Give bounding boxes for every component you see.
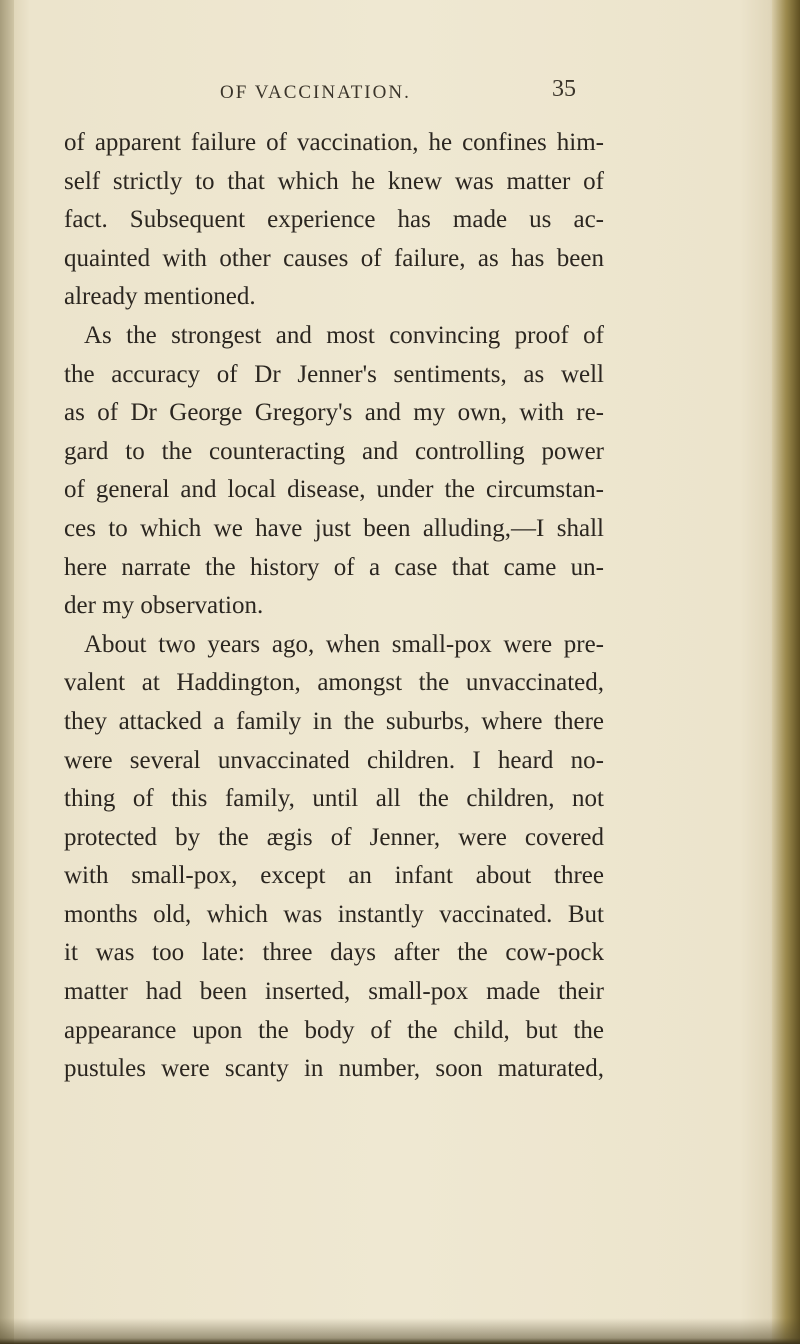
page-bottom-shadow xyxy=(0,1318,800,1344)
page-number: 35 xyxy=(552,76,576,102)
text-line: they attacked a family in the suburbs, where there xyxy=(64,707,604,735)
text-line: already mentioned. xyxy=(64,283,256,311)
text-line: pustules were scanty in number, soon maturated, xyxy=(64,1055,604,1083)
text-line: protected by the ægis of Jenner, were covered xyxy=(64,823,604,851)
text-line: the accuracy of Dr Jenner's sentiments, as well xyxy=(64,360,604,388)
text-line: were several unvaccinated children. I heard no- xyxy=(64,746,604,774)
text-line: appearance upon the body of the child, but the xyxy=(64,1016,604,1044)
text-line: here narrate the history of a case that came un- xyxy=(64,553,604,581)
text-line: About two years ago, when small-pox were pre- xyxy=(84,630,604,658)
body-text xyxy=(64,124,604,1089)
text-line: fact. Subsequent experience has made us ac- xyxy=(64,206,604,234)
running-title: OF VACCINATION. xyxy=(220,82,411,103)
page-edge-shadow xyxy=(772,0,800,1344)
text-line: ces to which we have just been alluding,—I shall xyxy=(64,514,604,542)
text-line: of apparent failure of vaccination, he confines him- xyxy=(64,129,604,156)
text-line: gard to the counteracting and controlling power xyxy=(64,437,604,465)
text-line: matter had been inserted, small-pox made their xyxy=(64,978,604,1006)
text-line: of general and local disease, under the circumstan- xyxy=(64,476,604,504)
text-line: der my observation. xyxy=(64,592,264,620)
running-head xyxy=(0,76,800,116)
text-line: valent at Haddington, amongst the unvaccinated, xyxy=(64,669,604,697)
text-line: quainted with other causes of failure, as has been xyxy=(64,244,604,272)
text-line: it was too late: three days after the cow-pock xyxy=(64,939,604,967)
text-line: self strictly to that which he knew was matter of xyxy=(64,167,604,195)
text-line: as of Dr George Gregory's and my own, with re- xyxy=(64,399,604,427)
text-line: As the strongest and most convincing proof of xyxy=(84,321,604,349)
text-line: months old, which was instantly vaccinated. But xyxy=(64,900,604,928)
text-line: with small-pox, except an infant about three xyxy=(64,862,604,890)
text-line: thing of this family, until all the children, not xyxy=(64,785,604,813)
page-gutter-shadow xyxy=(0,0,14,1344)
